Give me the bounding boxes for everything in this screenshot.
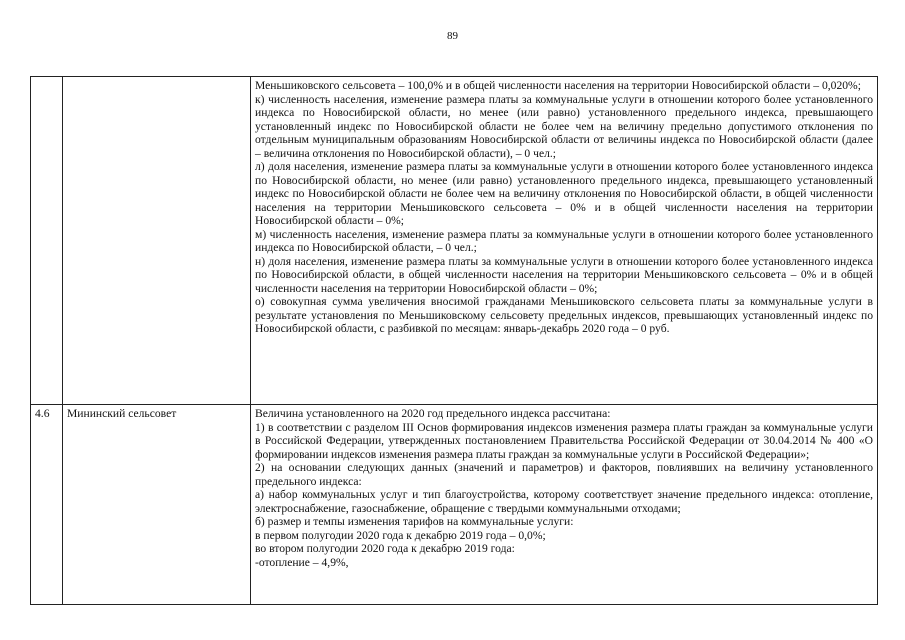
paragraph: б) размер и темпы изменения тарифов на коммунальные услуги: bbox=[255, 515, 574, 528]
paragraph: Величина установленного на 2020 год предельного индекса рассчитана: bbox=[255, 407, 611, 420]
row-number-cell: 4.6 bbox=[31, 405, 63, 605]
paragraph: м) численность населения, изменение размера платы за коммунальные услуги в отношении которого более установленного индекса по Новосибирской области, – 0 чел.; bbox=[255, 227, 873, 254]
paragraph: Меньшиковского сельсовета – 100,0% и в общей численности населения на территории Новосибирской области – 0,020%; bbox=[255, 79, 861, 92]
paragraph: н) доля населения, изменение размера платы за коммунальные услуги в отношении которого более установленного индекса по Новосибирской области, в общей численности населения на территории Меньшиковского сельсовета – 0% и в общей численности населения на территории Новосибирской области – 0%; bbox=[255, 254, 873, 295]
paragraph: -отопление – 4,9%, bbox=[255, 555, 349, 569]
paragraph: в первом полугодии 2020 года к декабрю 2019 года – 0,0%; bbox=[255, 528, 546, 542]
description-cell bbox=[251, 77, 878, 405]
paragraph: о) совокупная сумма увеличения вносимой гражданами Меньшиковского сельсовета платы за коммунальные услуги в результате установления по Меньшиковскому сельсовету предельных индексов, превышающих установленный индекс по Новосибирской области, с разбивкой по месяцам: январь-декабрь 2020 года – 0 руб. bbox=[255, 295, 873, 335]
row-number-cell bbox=[31, 77, 63, 405]
table-row bbox=[31, 77, 878, 405]
table-row bbox=[31, 405, 878, 605]
paragraph: а) набор коммунальных услуг и тип благоустройства, которому соответствует значение предельного индекса: отопление, электроснабжение, газоснабжение, обращение с твердыми коммунальными отходами; bbox=[255, 488, 873, 515]
paragraph: к) численность населения, изменение размера платы за коммунальные услуги в отношении которого более установленного индекса по Новосибирской области, но менее (или равно) установленного предельного индекса, превышающего установленный индекс по Новосибирской области не более чем на величину предельно допустимого отклонения по отдельным муниципальным образованиям Новосибирской области от величины индекса по Новосибирской области (далее – величина отклонения по Новосибирской области), – 0 чел.; bbox=[255, 92, 873, 160]
municipality-name-cell bbox=[63, 77, 251, 405]
paragraph: 2) на основании следующих данных (значений и параметров) и факторов, повлиявших на величину установленного предельного индекса: bbox=[255, 461, 873, 488]
document-table bbox=[30, 76, 878, 605]
paragraph: л) доля населения, изменение размера платы за коммунальные услуги в отношении которого более установленного индекса по Новосибирской области, но менее (или равно) установленного предельного индекса, превышающего установленный индекс по Новосибирской области не более чем на величину отклонения по Новосибирской области, в общей численности населения на территории Меньшиковского сельсовета – 0% и в общей численности населения на территории Новосибирской области – 0%; bbox=[255, 160, 873, 227]
paragraph: во втором полугодии 2020 года к декабрю 2019 года: bbox=[255, 542, 515, 555]
description-cell bbox=[251, 405, 878, 605]
municipality-name-cell: Мининский сельсовет bbox=[63, 405, 251, 605]
paragraph: 1) в соответствии с разделом III Основ формирования индексов изменения размера платы граждан за коммунальные услуги в Российской Федерации, утвержденных постановлением Правительства Российской Федерации от 30.04.2014 № 400 «О формировании индексов изменения размера платы граждан за коммунальные услуги в Российской Федерации»; bbox=[255, 420, 873, 461]
page-number: 89 bbox=[447, 30, 458, 42]
